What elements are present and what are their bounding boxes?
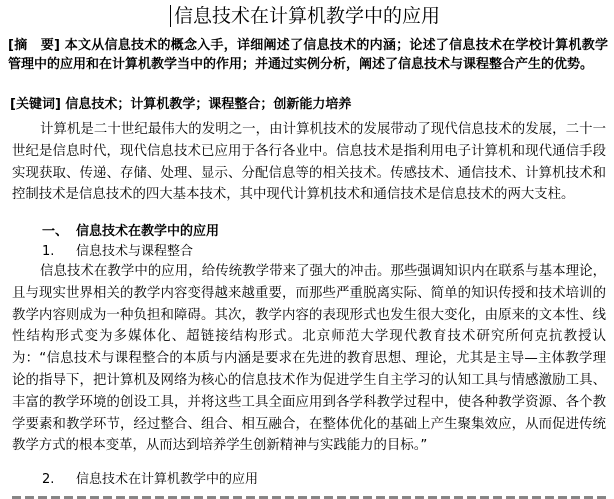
document-title	[0, 3, 614, 29]
cut-off-text-line	[12, 492, 606, 499]
subsection-title: 信息技术与课程整合	[76, 244, 194, 259]
integration-paragraph: 信息技术在教学中的应用，给传统教学带来了强大的冲击。那些强调知识内在联系与基本理论，且与现实世界相关的教学内容变得越来越重要，而那些严重脱离实际、简单的知识传授和技术培训的教学内容则成为一种负担和障碍。其次，教学内容的表现形式也发生很大变化，由原来的文本性、线性结构形式变为多媒体化、超链接结构形式。北京师范大学现代教育技术研究所何克抗教授认为：“信息技术与课程整合的本质与内涵是要求在先进的教育思想、理论，尤其是主导—主体教学理论的指导下，把计算机及网络为核心的信息技术作为促进学生自主学习的认知工具与情感激励工具、丰富的教学环境的创设工具，并将这些工具全面应用到各学科教学过程中，使各种教学资源、各个教学要素和教学环节，经过整合、组合、相互融合，在整体优化的基础上产生聚集效应，从而促进传统教学方式的根本变革，从而达到培养学生创新精神与实践能力的目标。”	[12, 264, 606, 454]
section-title: 信息技术在教学中的应用	[76, 224, 220, 239]
intro-paragraph: 计算机是二十世纪最伟大的发明之一，由计算机技术的发展带动了现代信息技术的发展，二十一世纪是信息时代，现代信息技术已应用于各行各业中。信息技术是指利用电子计算机和现代通信手段实现获取、传递、存储、处理、显示、分配信息等的相关技术。传感技术、通信技术、计算机技术和控制技术是信息技术的四大基本技术，其中现代计算机技术和通信技术是信息技术的两大支柱。	[12, 122, 606, 203]
subsection-title: 信息技术在计算机教学中的应用	[76, 472, 259, 487]
abstract: [摘 要] 本文从信息技术的概念入手，详细阐述了信息技术的内涵；论述了信息技术在学校计算机教学管理中的应用和在计算机教学当中的作用；并通过实例分析，阐述了信息技术与课程整合产生的优势。	[8, 38, 608, 72]
section-number: 一、	[42, 224, 69, 239]
title-text: 信息技术在计算机教学中的应用	[170, 5, 444, 27]
section-heading-1	[42, 222, 219, 242]
keywords: [关键词] 信息技术；计算机教学；课程整合；创新能力培养	[10, 97, 352, 112]
subsection-number: 1.	[42, 244, 55, 259]
subsection-heading-2	[42, 470, 258, 490]
subsection-number: 2.	[42, 472, 55, 487]
subsection-heading-1	[42, 242, 193, 262]
